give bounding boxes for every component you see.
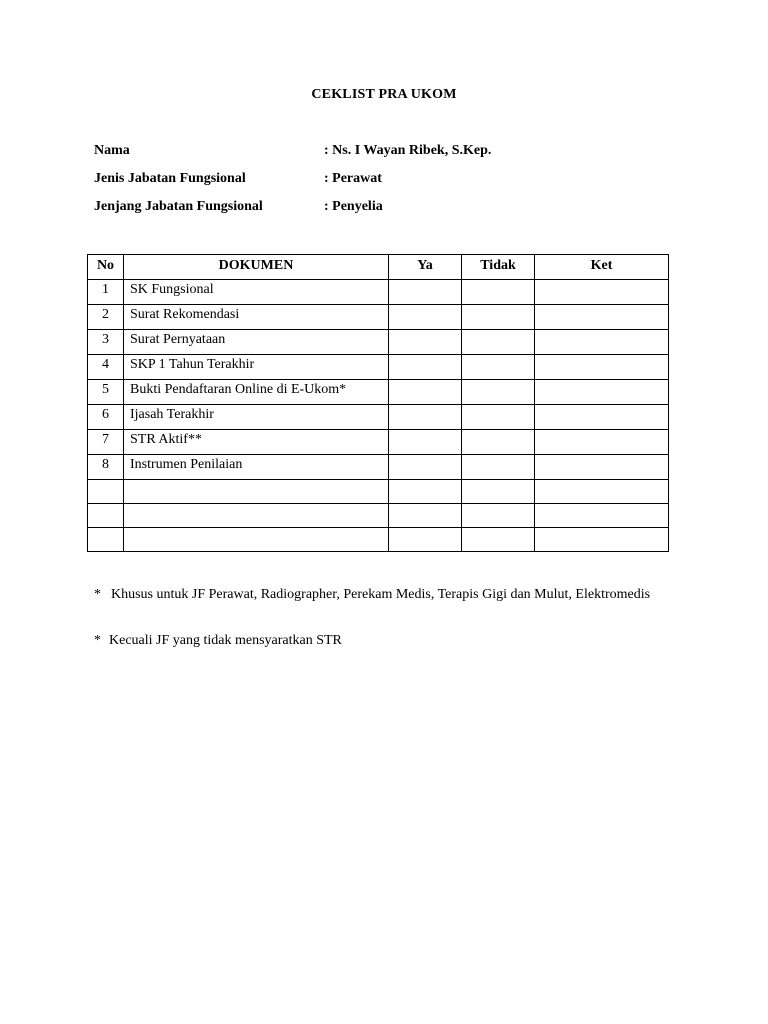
cell-ket[interactable] — [535, 455, 669, 480]
cell-ya[interactable] — [389, 380, 462, 405]
cell-ket[interactable] — [535, 528, 669, 552]
cell-dokumen: SKP 1 Tahun Terakhir — [124, 355, 389, 380]
cell-dokumen[interactable] — [124, 528, 389, 552]
cell-tidak[interactable] — [462, 405, 535, 430]
cell-no: 4 — [88, 355, 124, 380]
cell-no: 5 — [88, 380, 124, 405]
header-no: No — [88, 255, 124, 280]
cell-no — [88, 480, 124, 504]
header-ket: Ket — [535, 255, 669, 280]
cell-ket[interactable] — [535, 430, 669, 455]
cell-dokumen: Bukti Pendaftaran Online di E-Ukom* — [124, 380, 389, 405]
table-row — [88, 430, 669, 455]
footnote-jf-khusus — [94, 586, 674, 604]
cell-dokumen: Instrumen Penilaian — [124, 455, 389, 480]
table-row-empty — [88, 480, 669, 504]
cell-tidak[interactable] — [462, 355, 535, 380]
cell-tidak[interactable] — [462, 380, 535, 405]
info-value-nama: : Ns. I Wayan Ribek, S.Kep. — [324, 143, 492, 158]
cell-ket[interactable] — [535, 380, 669, 405]
cell-ya[interactable] — [389, 305, 462, 330]
table-row — [88, 455, 669, 480]
cell-ket[interactable] — [535, 504, 669, 528]
cell-dokumen: Surat Rekomendasi — [124, 305, 389, 330]
header-dokumen: DOKUMEN — [124, 255, 389, 280]
cell-dokumen[interactable] — [124, 480, 389, 504]
table-row-empty — [88, 504, 669, 528]
footnote-text: Khusus untuk JF Perawat, Radiographer, Perekam Medis, Terapis Gigi dan Mulut, Elektromedis — [111, 587, 651, 602]
table-row — [88, 305, 669, 330]
cell-tidak[interactable] — [462, 480, 535, 504]
cell-ya[interactable] — [389, 455, 462, 480]
info-label-jenjang-jabatan: Jenjang Jabatan Fungsional — [94, 199, 263, 214]
table-row — [88, 355, 669, 380]
cell-no: 2 — [88, 305, 124, 330]
footnote-text: Kecuali JF yang tidak mensyaratkan STR — [109, 633, 342, 648]
header-ya: Ya — [389, 255, 462, 280]
header-tidak: Tidak — [462, 255, 535, 280]
checklist-table — [87, 254, 669, 552]
cell-ket[interactable] — [535, 480, 669, 504]
table-row — [88, 280, 669, 305]
table-row — [88, 330, 669, 355]
table-row-empty — [88, 528, 669, 552]
cell-ya[interactable] — [389, 528, 462, 552]
cell-ya[interactable] — [389, 430, 462, 455]
cell-dokumen: STR Aktif** — [124, 430, 389, 455]
cell-no: 8 — [88, 455, 124, 480]
cell-no: 3 — [88, 330, 124, 355]
cell-ya[interactable] — [389, 405, 462, 430]
cell-tidak[interactable] — [462, 280, 535, 305]
info-value-jenjang-jabatan: : Penyelia — [324, 199, 383, 214]
cell-ket[interactable] — [535, 280, 669, 305]
cell-ya[interactable] — [389, 355, 462, 380]
cell-tidak[interactable] — [462, 305, 535, 330]
cell-ket[interactable] — [535, 355, 669, 380]
cell-dokumen: Ijasah Terakhir — [124, 405, 389, 430]
table-row — [88, 405, 669, 430]
cell-no — [88, 528, 124, 552]
cell-no: 7 — [88, 430, 124, 455]
footnote-marker: * — [94, 587, 101, 602]
cell-ket[interactable] — [535, 305, 669, 330]
footnote-kecuali-str — [94, 632, 674, 650]
cell-ya[interactable] — [389, 280, 462, 305]
page-title: CEKLIST PRA UKOM — [311, 87, 457, 102]
cell-dokumen: Surat Pernyataan — [124, 330, 389, 355]
cell-ya[interactable] — [389, 330, 462, 355]
cell-tidak[interactable] — [462, 430, 535, 455]
info-label-jenis-jabatan: Jenis Jabatan Fungsional — [94, 171, 246, 186]
cell-no: 6 — [88, 405, 124, 430]
info-value-jenis-jabatan: : Perawat — [324, 171, 382, 186]
cell-no — [88, 504, 124, 528]
cell-ket[interactable] — [535, 405, 669, 430]
cell-tidak[interactable] — [462, 504, 535, 528]
table-header-row — [88, 255, 669, 280]
cell-dokumen[interactable] — [124, 504, 389, 528]
cell-ya[interactable] — [389, 480, 462, 504]
cell-ket[interactable] — [535, 330, 669, 355]
table-row — [88, 380, 669, 405]
cell-tidak[interactable] — [462, 528, 535, 552]
info-label-nama: Nama — [94, 143, 130, 158]
cell-dokumen: SK Fungsional — [124, 280, 389, 305]
cell-tidak[interactable] — [462, 330, 535, 355]
footnote-marker: * — [94, 633, 101, 648]
cell-no: 1 — [88, 280, 124, 305]
cell-ya[interactable] — [389, 504, 462, 528]
cell-tidak[interactable] — [462, 455, 535, 480]
